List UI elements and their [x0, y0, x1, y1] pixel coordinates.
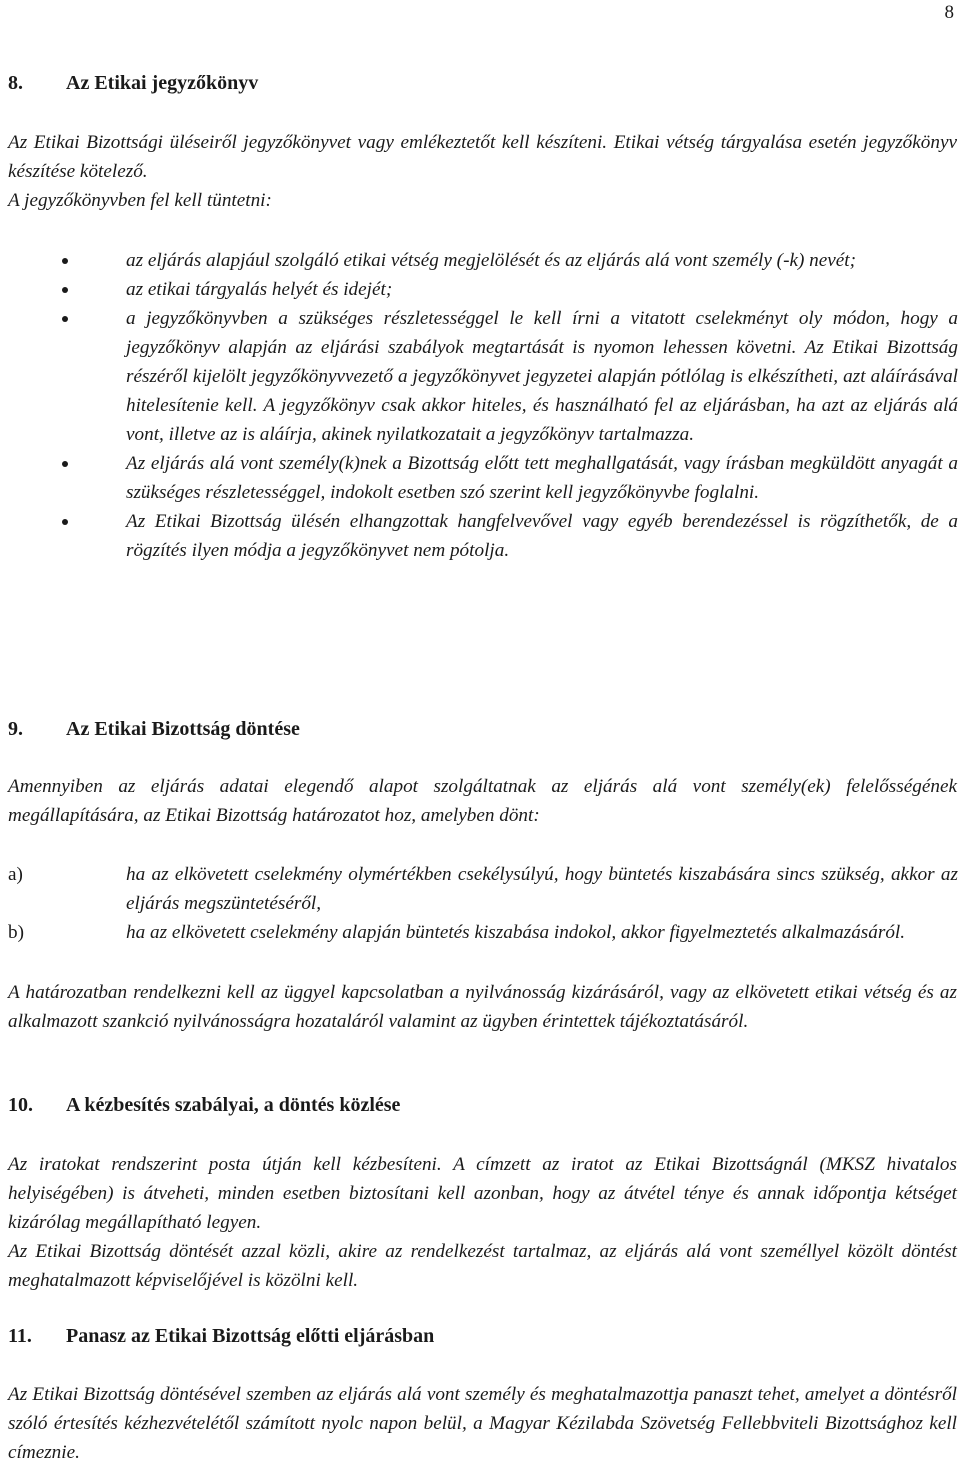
- list-item: az eljárás alapjául szolgáló etikai vétség megjelölését és az eljárás alá vont személy (-k) nevét;: [8, 246, 958, 275]
- section-10-paragraph-1: Az iratokat rendszerint posta útján kell kézbesíteni. A címzett az iratot az Etikai Bizottságnál (MKSZ hivatalos helyiségében) is átveheti, minden esetben biztosítani kell azonban, hogy az átvétel ténye és annak időpontja kétséget kizárólag megállapítható legyen.: [8, 1154, 957, 1233]
- section-11-paragraph-1: Az Etikai Bizottság döntésével szemben az eljárás alá vont személy és meghatalmazottja panaszt tehet, amelyet a döntésről szóló értesítés kézhezvételétől számított nyolc napon belül, a Magyar Kézilabda Szövetség Fellebbviteli Bizottsághoz kell címeznie.: [8, 1384, 957, 1463]
- section-number: 10.: [8, 1094, 33, 1116]
- list-item: Az Etikai Bizottság ülésén elhangzottak hangfelvevővel vagy egyéb berendezéssel is rögzíthetők, de a rögzítés ilyen módja a jegyzőkönyvet nem pótolja.: [8, 507, 958, 565]
- list-item: b) ha az elkövetett cselekmény alapján büntetés kiszabása indokol, akkor figyelmeztetés alkalmazásáról.: [8, 918, 958, 947]
- section-10-paragraph-2: Az Etikai Bizottság döntését azzal közli, akire az rendelkezést tartalmaz, az eljárás alá vont személlyel közölt döntést meghatalmazott képviselőjével is közölni kell.: [8, 1241, 957, 1291]
- list-item: az etikai tárgyalás helyét és idejét;: [8, 275, 958, 304]
- section-9-closing: A határozatban rendelkezni kell az üggyel kapcsolatban a nyilvánosság kizárásáról, vagy az elkövetett etikai vétség és az alkalmazott szankció nyilvánosságra hozataláról valamint az ügyben érintettek tájékoztatásáról.: [8, 982, 957, 1032]
- section-title: A kézbesítés szabályai, a döntés közlése: [66, 1094, 401, 1116]
- section-8-intro: Az Etikai Bizottsági üléseiről jegyzőkönyvet vagy emlékeztetőt kell készíteni. Etikai vétség tárgyalása esetén jegyzőkönyv készítése kötelező.: [8, 132, 957, 182]
- section-title: Az Etikai Bizottság döntése: [66, 718, 300, 740]
- section-8-bullet-list: [8, 246, 958, 565]
- list-marker: a): [8, 864, 23, 885]
- section-9-heading: [8, 718, 300, 741]
- section-11-heading: [8, 1325, 434, 1348]
- list-item: a jegyzőkönyvben a szükséges részletességgel le kell írni a vitatott cselekményt oly módon, hogy a jegyzőkönyv alapján az eljárási szabályok megtartását is nyomon lehessen követni. Az Etikai Bizottság részéről kijelölt jegyzőkönyvvezető a jegyzőkönyvet jegyzetei alapján pótlólag is elkészítheti, azt aláírásával hitelesítenie kell. A jegyzőkönyv csak akkor hiteles, és használható fel az eljárásban, ha azt az eljárás alá vont, illetve az is aláírja, akinek nyilatkozatait a jegyzőkönyv tartalmazza.: [8, 304, 958, 449]
- section-8-heading: [8, 72, 258, 95]
- section-title: Panasz az Etikai Bizottság előtti eljárásban: [66, 1325, 435, 1347]
- bullet-icon: [62, 287, 68, 293]
- list-marker: b): [8, 922, 24, 943]
- section-number: 11.: [8, 1325, 32, 1347]
- bullet-icon: [62, 316, 68, 322]
- list-item: a) ha az elkövetett cselekmény olymértékben csekélysúlyú, hogy büntetés kiszabására sincs szükség, akkor az eljárás megszüntetéséről,: [8, 860, 958, 918]
- bullet-icon: [62, 461, 68, 467]
- section-9-decision-list: [8, 860, 958, 947]
- list-item: Az eljárás alá vont személy(k)nek a Bizottság előtt tett meghallgatását, vagy írásban megküldött anyagát a szükséges részletességgel, indokolt esetben szó szerint kell jegyzőkönyvbe foglalni.: [8, 449, 958, 507]
- bullet-icon: [62, 258, 68, 264]
- section-number: 9.: [8, 718, 23, 740]
- section-9-intro: Amennyiben az eljárás adatai elegendő alapot szolgáltatnak az eljárás alá vont személy(ek) felelősségének megállapítására, az Etikai Bizottság határozatot hoz, amelyben dönt:: [8, 776, 957, 826]
- page-number: 8: [944, 2, 954, 23]
- section-number: 8.: [8, 72, 23, 94]
- section-10-heading: [8, 1094, 400, 1117]
- section-8-lead: A jegyzőkönyvben fel kell tüntetni:: [8, 190, 272, 211]
- bullet-icon: [62, 519, 68, 525]
- section-title: Az Etikai jegyzőkönyv: [66, 72, 259, 94]
